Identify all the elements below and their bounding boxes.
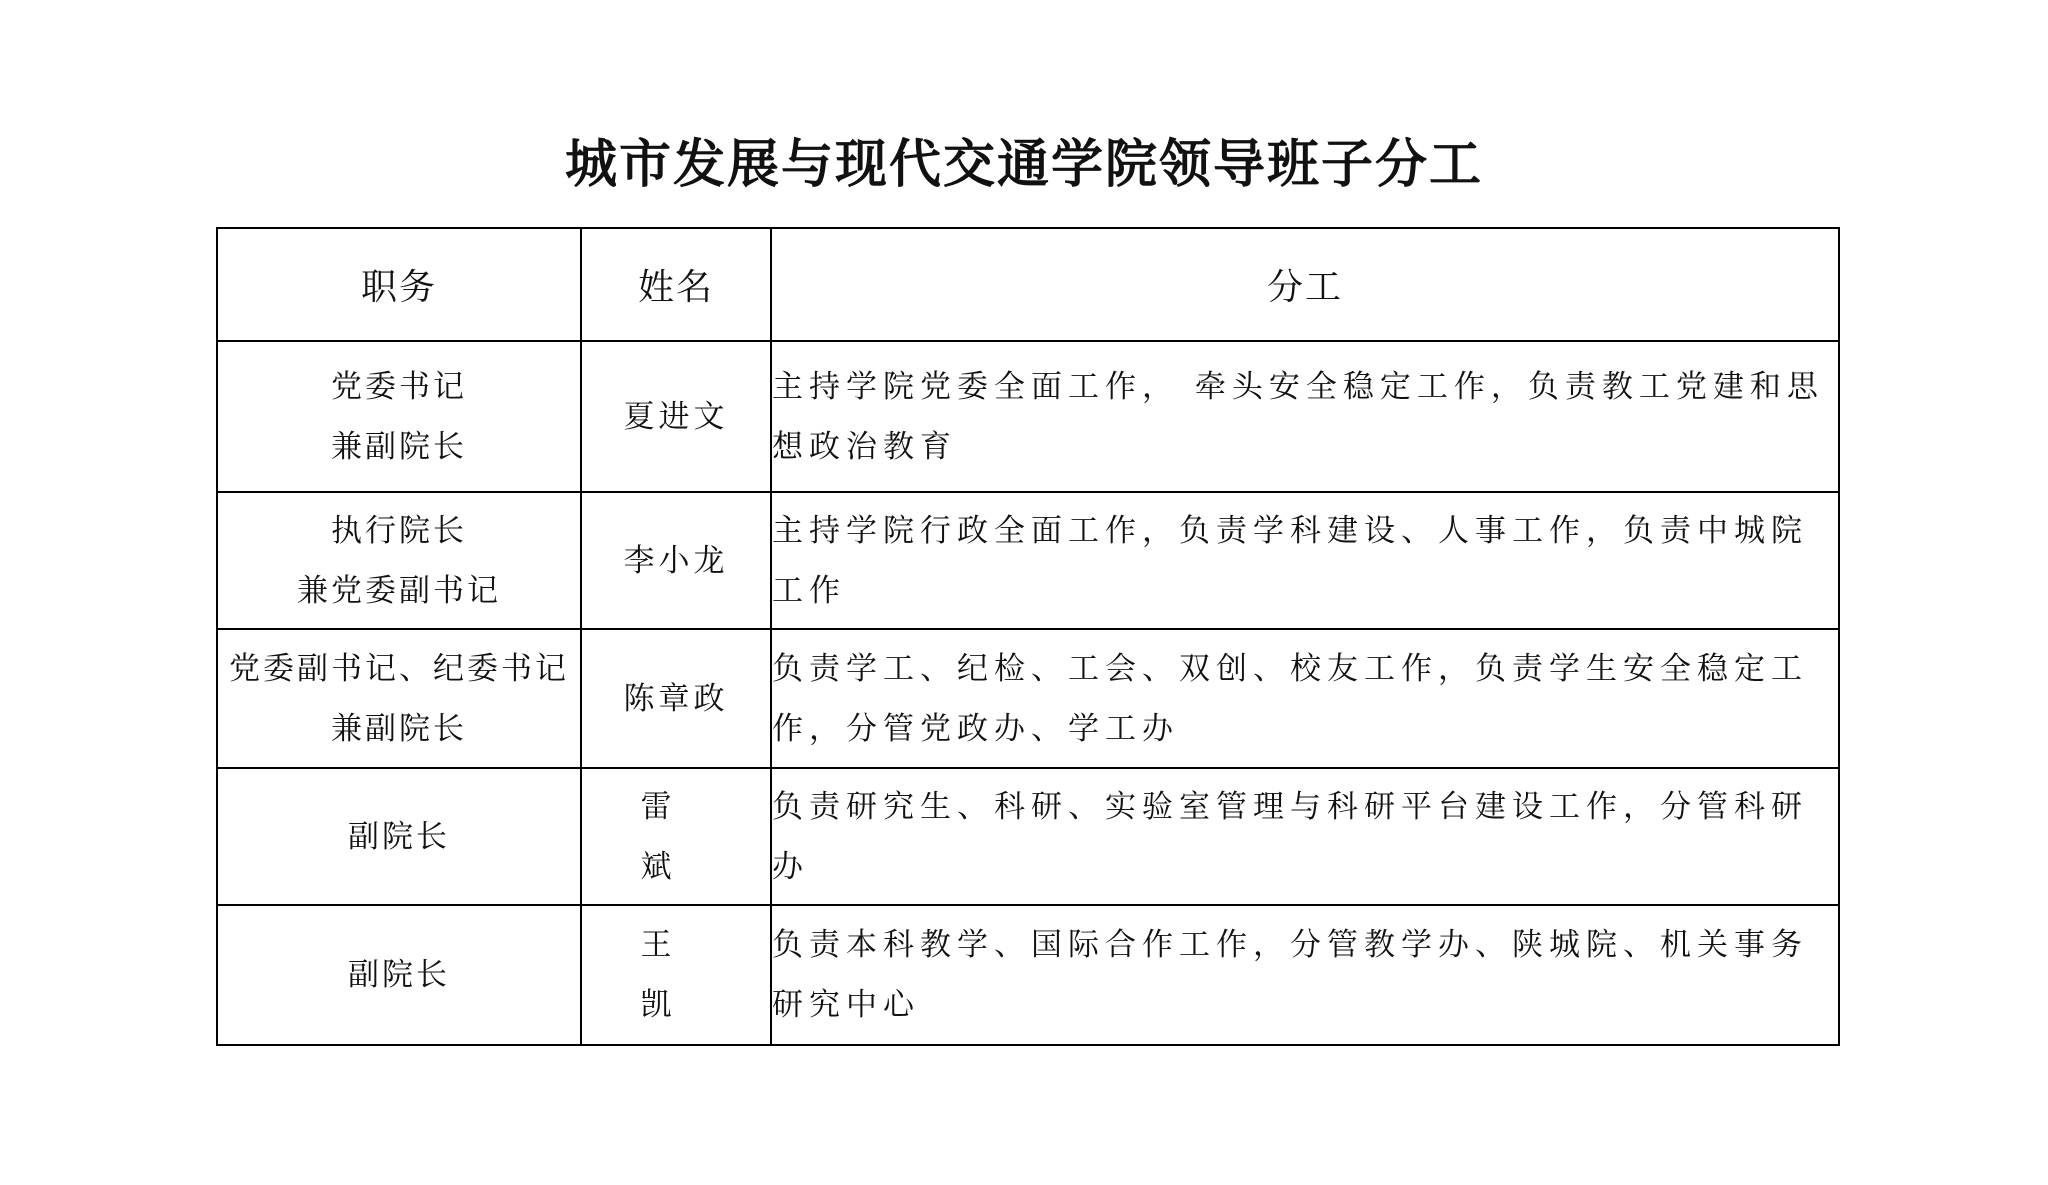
table-header-row <box>217 228 1839 341</box>
name-cell: 夏进文 <box>581 341 771 492</box>
duty-cell: 主持学院党委全面工作， 牵头安全稳定工作，负责教工党建和思想政治教育 <box>771 341 1839 492</box>
position-line: 兼党委副书记 <box>297 572 501 609</box>
position-cell <box>217 341 581 492</box>
name-cell: 陈章政 <box>581 629 771 768</box>
position-line: 兼副院长 <box>331 710 467 747</box>
header-duty: 分工 <box>771 228 1839 341</box>
leadership-duty-table <box>216 227 1840 1046</box>
position-line: 执行院长 <box>331 512 467 549</box>
name-cell <box>581 768 771 905</box>
position-line: 副院长 <box>348 818 450 855</box>
name-text: 王 凯 <box>640 927 712 1023</box>
header-name: 姓名 <box>581 228 771 341</box>
table-row <box>217 768 1839 905</box>
duty-cell: 负责学工、纪检、工会、双创、校友工作，负责学生安全稳定工作，分管党政办、学工办 <box>771 629 1839 768</box>
name-cell: 李小龙 <box>581 492 771 629</box>
position-line: 副院长 <box>348 957 450 993</box>
table-row <box>217 341 1839 492</box>
name-cell <box>581 905 771 1045</box>
table-row <box>217 492 1839 629</box>
name-text: 雷 斌 <box>640 788 712 885</box>
table-row <box>217 629 1839 768</box>
duty-cell: 负责本科教学、国际合作工作，分管教学办、陕城院、机关事务研究中心 <box>771 905 1839 1045</box>
duty-cell: 负责研究生、科研、实验室管理与科研平台建设工作，分管科研办 <box>771 768 1839 905</box>
header-position: 职务 <box>217 228 581 341</box>
position-line: 党委书记 <box>331 368 467 405</box>
position-cell <box>217 629 581 768</box>
position-cell <box>217 492 581 629</box>
document-title: 城市发展与现代交通学院领导班子分工 <box>564 134 1483 195</box>
position-line: 党委副书记、纪委书记 <box>229 650 569 687</box>
position-cell <box>217 905 581 1045</box>
position-line: 兼副院长 <box>331 428 467 465</box>
duty-cell: 主持学院行政全面工作，负责学科建设、人事工作，负责中城院工作 <box>771 492 1839 629</box>
position-cell <box>217 768 581 905</box>
table-row <box>217 905 1839 1045</box>
